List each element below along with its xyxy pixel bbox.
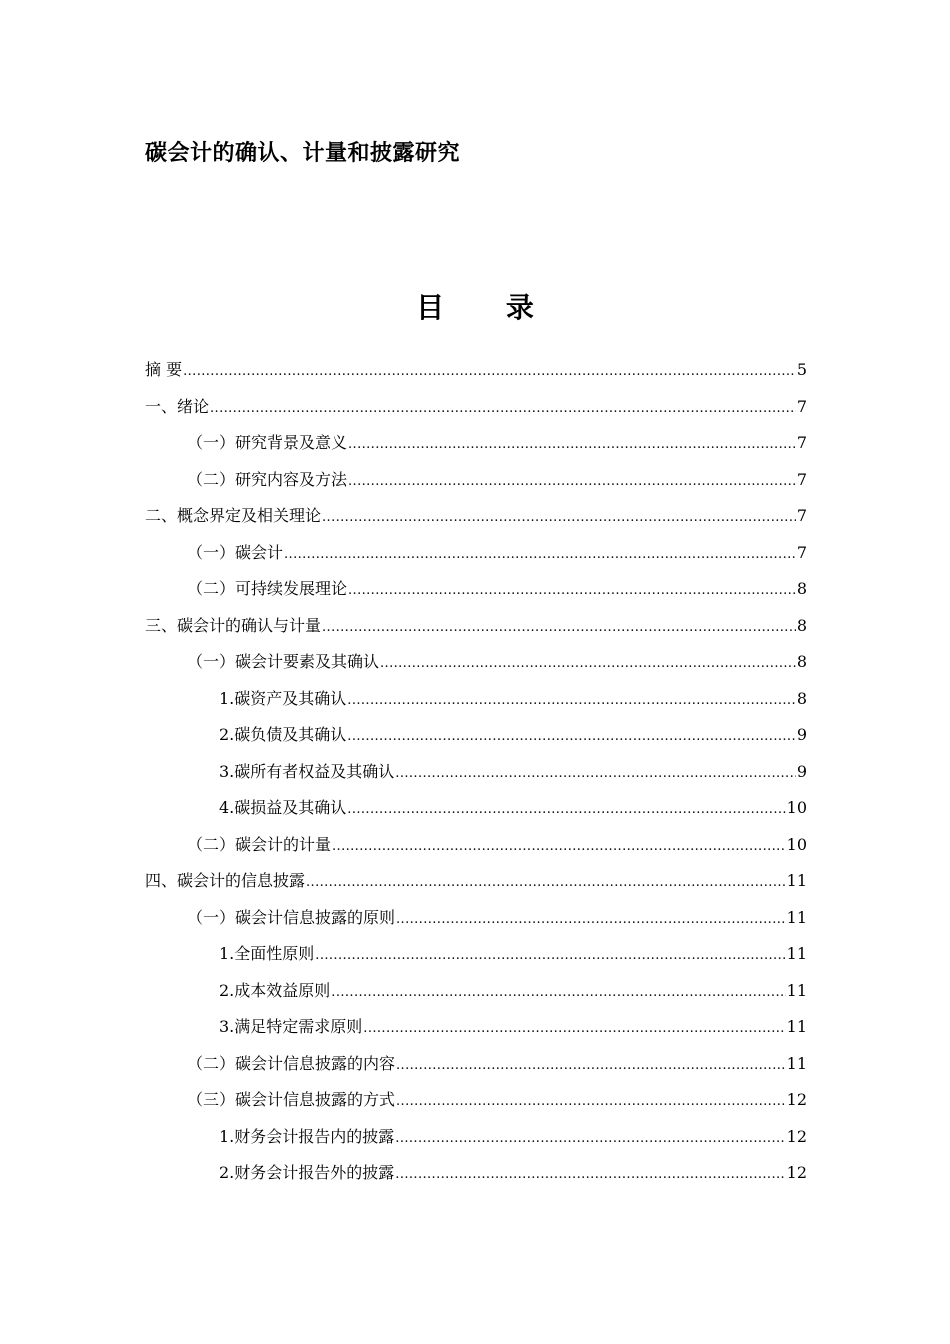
toc-entry[interactable] (145, 1009, 807, 1046)
toc-page-number: 8 (796, 688, 807, 708)
toc-dot-leader (348, 427, 796, 462)
toc-entry-title: 4.碳损益及其确认 (219, 798, 347, 817)
toc-dot-leader (347, 683, 796, 718)
toc-entry-title: 三、碳会计的确认与计量 (145, 615, 322, 635)
toc-dot-leader (348, 573, 796, 608)
toc-dot-leader (183, 354, 796, 389)
toc-heading: 目 录 (416, 291, 560, 324)
toc-entry-title: 摘 要 (145, 360, 183, 379)
toc-entry-title: 1.碳资产及其确认 (219, 688, 347, 708)
toc-dot-leader (363, 1011, 785, 1046)
toc-page-number: 7 (796, 506, 807, 525)
toc-entry-title: （一）研究背景及意义 (187, 433, 348, 452)
toc-page-number: 9 (796, 761, 807, 781)
toc-page-number: 7 (796, 433, 807, 452)
toc-entry-title: （一）碳会计 (187, 542, 284, 562)
toc-dot-leader (380, 646, 796, 681)
toc-page-number: 11 (786, 1017, 807, 1036)
toc-entry[interactable] (145, 1119, 807, 1156)
toc-dot-leader (396, 1048, 786, 1083)
toc-page-number: 11 (786, 980, 807, 1000)
toc-page-number: 8 (796, 652, 807, 671)
toc-entry[interactable] (145, 425, 807, 462)
toc-entry-title: （一）碳会计信息披露的原则 (187, 907, 396, 927)
toc-entry[interactable] (145, 827, 807, 864)
toc-page-number: 11 (786, 907, 807, 927)
toc-dot-leader (347, 719, 796, 754)
toc-dot-leader (322, 610, 796, 645)
toc-entry-title: （三）碳会计信息披露的方式 (187, 1090, 396, 1109)
toc-entry[interactable] (145, 352, 807, 389)
toc-page-number: 8 (796, 579, 807, 598)
toc-dot-leader (332, 829, 786, 864)
toc-entry[interactable] (145, 608, 807, 645)
toc-page-number: 8 (796, 615, 807, 635)
toc-entry-title: 二、概念界定及相关理论 (145, 506, 322, 525)
table-of-contents (145, 352, 807, 1192)
toc-entry[interactable] (145, 462, 807, 499)
toc-entry[interactable] (145, 389, 807, 426)
toc-page-number: 7 (796, 469, 807, 489)
toc-dot-leader (347, 792, 785, 827)
toc-entry-title: 3.满足特定需求原则 (219, 1017, 363, 1036)
toc-entry-title: （二）碳会计信息披露的内容 (187, 1053, 396, 1073)
toc-entry[interactable] (145, 535, 807, 572)
toc-dot-leader (395, 756, 796, 791)
toc-dot-leader (322, 500, 796, 535)
toc-entry-title: 一、绪论 (145, 396, 210, 416)
toc-page-number: 7 (796, 396, 807, 416)
toc-entry-title: 1.全面性原则 (219, 944, 315, 963)
toc-dot-leader (210, 391, 796, 426)
toc-entry[interactable] (145, 1155, 807, 1192)
document-title: 碳会计的确认、计量和披露研究 (145, 140, 461, 166)
toc-entry-title: 四、碳会计的信息披露 (145, 871, 306, 890)
toc-entry[interactable] (145, 681, 807, 718)
toc-dot-leader (395, 1121, 785, 1156)
toc-page-number: 11 (786, 944, 807, 963)
toc-entry-title: （二）碳会计的计量 (187, 834, 332, 854)
toc-page-number: 12 (786, 1163, 807, 1182)
toc-page-number: 12 (786, 1090, 807, 1109)
toc-dot-leader (331, 975, 785, 1010)
toc-entry[interactable] (145, 1046, 807, 1083)
toc-entry-title: （二）研究内容及方法 (187, 469, 348, 489)
toc-entry-title: 2.成本效益原则 (219, 980, 331, 1000)
toc-entry[interactable] (145, 571, 807, 608)
toc-page-number: 12 (786, 1126, 807, 1146)
toc-entry[interactable] (145, 863, 807, 900)
toc-dot-leader (396, 902, 786, 937)
toc-entry[interactable] (145, 790, 807, 827)
toc-dot-leader (315, 938, 785, 973)
toc-page-number: 7 (796, 542, 807, 562)
toc-entry-title: 2.碳负债及其确认 (219, 725, 347, 744)
toc-page-number: 9 (796, 725, 807, 744)
toc-entry[interactable] (145, 1082, 807, 1119)
toc-entry-title: 1.财务会计报告内的披露 (219, 1126, 395, 1146)
toc-entry-title: 3.碳所有者权益及其确认 (219, 761, 395, 781)
toc-entry-title: 2.财务会计报告外的披露 (219, 1163, 395, 1182)
toc-page-number: 10 (786, 798, 807, 817)
toc-entry[interactable] (145, 936, 807, 973)
toc-dot-leader (395, 1157, 785, 1192)
toc-page-number: 5 (796, 360, 807, 379)
toc-dot-leader (306, 865, 786, 900)
toc-page-number: 11 (786, 1053, 807, 1073)
toc-entry[interactable] (145, 717, 807, 754)
toc-entry-title: （一）碳会计要素及其确认 (187, 652, 380, 671)
toc-entry[interactable] (145, 754, 807, 791)
toc-entry-title: （二）可持续发展理论 (187, 579, 348, 598)
toc-page-number: 11 (786, 871, 807, 890)
toc-dot-leader (396, 1084, 786, 1119)
toc-dot-leader (284, 537, 796, 572)
toc-entry[interactable] (145, 973, 807, 1010)
toc-dot-leader (348, 464, 796, 499)
toc-page-number: 10 (786, 834, 807, 854)
toc-entry[interactable] (145, 900, 807, 937)
toc-entry[interactable] (145, 498, 807, 535)
toc-entry[interactable] (145, 644, 807, 681)
